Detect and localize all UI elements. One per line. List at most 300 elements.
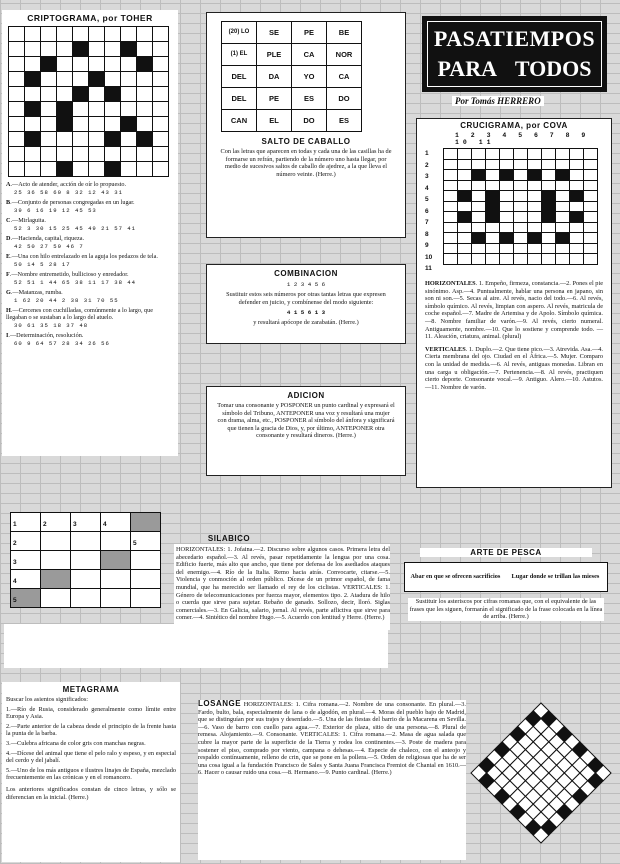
criptograma-cell[interactable]: [9, 162, 25, 177]
salto-cell[interactable]: YO: [292, 66, 327, 88]
silabico-cell[interactable]: [131, 551, 161, 570]
clue-sep: .—: [10, 199, 18, 206]
criptograma-cell[interactable]: [121, 162, 137, 177]
crucigrama-cell[interactable]: [584, 191, 598, 202]
salto-cell[interactable]: PE: [292, 22, 327, 44]
criptograma-cell[interactable]: [89, 117, 105, 132]
criptograma-cell[interactable]: [153, 147, 169, 162]
combinacion-text2: y resultará apócope de zarabatán. (Herre.): [253, 319, 359, 327]
crucigrama-cell[interactable]: [472, 180, 486, 191]
crucigrama-row-number: 9: [425, 242, 429, 249]
crucigrama-cell[interactable]: [458, 149, 472, 160]
silabico-cell[interactable]: [101, 513, 131, 532]
criptograma-cell[interactable]: [105, 42, 121, 57]
crucigrama-cell: [528, 170, 542, 181]
salto-cell[interactable]: CAN: [222, 110, 257, 132]
criptograma-cell: [73, 42, 89, 57]
crucigrama-cell[interactable]: [444, 149, 458, 160]
criptograma-cell[interactable]: [25, 117, 41, 132]
crucigrama-cell[interactable]: [458, 254, 472, 265]
salto-cell[interactable]: ES: [292, 88, 327, 110]
crucigrama-section: [416, 118, 612, 488]
criptograma-cell[interactable]: [41, 147, 57, 162]
criptograma-clue: [6, 235, 174, 242]
salto-cell[interactable]: DA: [257, 66, 292, 88]
criptograma-cell[interactable]: [89, 102, 105, 117]
silabico-cell-number: 2: [13, 540, 17, 547]
criptograma-clue: [6, 271, 174, 278]
crucigrama-cell[interactable]: [444, 243, 458, 254]
crucigrama-cell[interactable]: [542, 233, 556, 244]
silabico-cell[interactable]: [41, 551, 71, 570]
silabico-cell[interactable]: [11, 551, 41, 570]
criptograma-cell[interactable]: [57, 132, 73, 147]
criptograma-cell[interactable]: [25, 162, 41, 177]
crucigrama-cell[interactable]: [444, 159, 458, 170]
crucigrama-cell[interactable]: [542, 159, 556, 170]
criptograma-clue-letter: I: [6, 332, 9, 339]
silabico-cell[interactable]: [11, 513, 41, 532]
crucigrama-cell[interactable]: [500, 201, 514, 212]
crucigrama-cell[interactable]: [542, 170, 556, 181]
crucigrama-cell: [542, 191, 556, 202]
criptograma-cell[interactable]: [105, 72, 121, 87]
crucigrama-cell[interactable]: [542, 254, 556, 265]
silabico-cell[interactable]: [71, 570, 101, 589]
crucigrama-cell[interactable]: [528, 212, 542, 223]
crucigrama-cell[interactable]: [472, 243, 486, 254]
criptograma-cell[interactable]: [121, 27, 137, 42]
crucigrama-cell[interactable]: [528, 254, 542, 265]
crucigrama-cell[interactable]: [514, 222, 528, 233]
clue-sep: .—: [10, 235, 19, 242]
crucigrama-cell[interactable]: [500, 149, 514, 160]
criptograma-cell[interactable]: [105, 27, 121, 42]
crucigrama-cell[interactable]: [444, 201, 458, 212]
criptograma-cell[interactable]: [121, 87, 137, 102]
losange-diamond-grid: [468, 700, 614, 846]
criptograma-cell[interactable]: [57, 57, 73, 72]
criptograma-clue-numbers: 42 50 27 59 46 7: [14, 243, 84, 250]
crucigrama-cell[interactable]: [486, 180, 500, 191]
criptograma-cell: [89, 72, 105, 87]
crucigrama-cell[interactable]: [500, 159, 514, 170]
silabico-cell[interactable]: [131, 589, 161, 608]
criptograma-cell[interactable]: [153, 27, 169, 42]
silabico-cell[interactable]: [101, 532, 131, 551]
criptograma-cell: [105, 132, 121, 147]
criptograma-cell[interactable]: [41, 87, 57, 102]
crucigrama-cell[interactable]: [486, 149, 500, 160]
crucigrama-cell: [542, 201, 556, 212]
crucigrama-cell[interactable]: [584, 149, 598, 160]
silabico-cell[interactable]: [11, 532, 41, 551]
crucigrama-cell[interactable]: [514, 243, 528, 254]
combinacion-seq2: 4 1 5 6 1 3: [286, 309, 326, 317]
crucigrama-cell[interactable]: [542, 243, 556, 254]
criptograma-cell[interactable]: [57, 42, 73, 57]
criptograma-cell[interactable]: [153, 117, 169, 132]
criptograma-clue-text: Matanzas, rumba.: [18, 289, 63, 296]
criptograma-cell[interactable]: [41, 117, 57, 132]
silabico-cell[interactable]: [41, 589, 71, 608]
criptograma-cell[interactable]: [73, 57, 89, 72]
criptograma-cell[interactable]: [9, 117, 25, 132]
criptograma-cell[interactable]: [105, 57, 121, 72]
crucigrama-cell[interactable]: [556, 201, 570, 212]
crucigrama-cell[interactable]: [458, 233, 472, 244]
criptograma-cell[interactable]: [9, 132, 25, 147]
crucigrama-row-number: 3: [425, 173, 429, 180]
crucigrama-cell[interactable]: [556, 180, 570, 191]
salto-cell[interactable]: (1) EL: [222, 44, 257, 66]
crucigrama-cell[interactable]: [570, 233, 584, 244]
criptograma-cell[interactable]: [121, 132, 137, 147]
crucigrama-cell[interactable]: [486, 254, 500, 265]
criptograma-cell[interactable]: [57, 27, 73, 42]
crucigrama-cell[interactable]: [542, 149, 556, 160]
crucigrama-cell[interactable]: [556, 159, 570, 170]
criptograma-cell: [57, 117, 73, 132]
crucigrama-cell: [570, 191, 584, 202]
crucigrama-row-number: 5: [425, 196, 429, 203]
criptograma-cell[interactable]: [73, 117, 89, 132]
combinacion-text: Sustituir estos seis números por otras tantas letras que expresen defender en juicio, y combínense del modo siguiente:: [226, 291, 386, 306]
criptograma-cell[interactable]: [73, 102, 89, 117]
crucigrama-cell[interactable]: [542, 180, 556, 191]
crucigrama-cell[interactable]: [556, 191, 570, 202]
crucigrama-cell[interactable]: [500, 243, 514, 254]
crucigrama-cell: [486, 201, 500, 212]
silabico-cell[interactable]: [131, 570, 161, 589]
crucigrama-cell[interactable]: [556, 222, 570, 233]
crucigrama-cell[interactable]: [514, 159, 528, 170]
crucigrama-cell[interactable]: [570, 170, 584, 181]
crucigrama-cell[interactable]: [570, 180, 584, 191]
silabico-cell[interactable]: [71, 513, 101, 532]
criptograma-cell[interactable]: [105, 147, 121, 162]
crucigrama-cell[interactable]: [458, 180, 472, 191]
salto-cell[interactable]: DEL: [222, 88, 257, 110]
crucigrama-cell[interactable]: [528, 243, 542, 254]
arte-pesca-formula-right: Lugar donde se trillan las mieses: [511, 573, 600, 581]
crucigrama-cell[interactable]: [444, 212, 458, 223]
criptograma-cell[interactable]: [41, 102, 57, 117]
crucigrama-cell[interactable]: [570, 201, 584, 212]
criptograma-cell[interactable]: [153, 87, 169, 102]
crucigrama-cell[interactable]: [472, 254, 486, 265]
salto-cell[interactable]: ES: [327, 110, 362, 132]
criptograma-cell[interactable]: [105, 102, 121, 117]
salto-cell[interactable]: (20) LO: [222, 22, 257, 44]
crucigrama-cell[interactable]: [472, 159, 486, 170]
crucigrama-cell[interactable]: [514, 201, 528, 212]
metagrama-section: [2, 682, 180, 862]
crucigrama-horizontales: HORIZONTALES. 1. Empeño, firmeza, constancia.—2. Pones el pie sinónimo. Asp.—4. Puntualmente, hablar una persona en japano, sin son ni son.—5. Secas al aire. Al revés, nacio del todo.—6. Al revés, símbolo químico. Al revés, limpian con aspero. Al revés, matricula de coche español.—7. Madre de Artemisa y de Apolo. Símbolo química.—8. Nombre familiar de varón.—9. Al revés, cierto numeral. Antiguamente, nombre.—10. Que lo sostiene y comprende todo. —11. Aleación, criatura, animal. (plural): [425, 280, 603, 341]
crucigrama-cell[interactable]: [514, 254, 528, 265]
silabico-cell[interactable]: [71, 532, 101, 551]
criptograma-cell[interactable]: [153, 102, 169, 117]
crucigrama-cell[interactable]: [444, 222, 458, 233]
crucigrama-cell[interactable]: [528, 180, 542, 191]
crucigrama-cell[interactable]: [584, 201, 598, 212]
criptograma-clue-numbers: 30 61 35 18 37 48: [14, 322, 89, 329]
criptograma-cell[interactable]: [137, 102, 153, 117]
crucigrama-cell[interactable]: [500, 212, 514, 223]
salto-cell[interactable]: NOR: [327, 44, 362, 66]
silabico-title: SILABICO: [207, 534, 251, 543]
criptograma-cell[interactable]: [137, 42, 153, 57]
criptograma-cell[interactable]: [121, 147, 137, 162]
crucigrama-cell[interactable]: [570, 159, 584, 170]
crucigrama-cell[interactable]: [486, 243, 500, 254]
criptograma-cell: [121, 42, 137, 57]
crucigrama-cell[interactable]: [444, 180, 458, 191]
silabico-cell[interactable]: [101, 570, 131, 589]
salto-cell[interactable]: DEL: [222, 66, 257, 88]
criptograma-clue-text: Acto de atender, acción de oír lo propuesto.: [18, 181, 127, 188]
criptograma-cell[interactable]: [153, 162, 169, 177]
criptograma-cell: [25, 102, 41, 117]
criptograma-clue-text: Cercenes con cuchilladas, comúnmente a lo largo, que llegaban o se sustaban a lo largo del atuelo.: [6, 307, 153, 321]
crucigrama-cell[interactable]: [472, 212, 486, 223]
criptograma-cell[interactable]: [137, 162, 153, 177]
salto-cell[interactable]: BE: [327, 22, 362, 44]
crucigrama-cell[interactable]: [458, 159, 472, 170]
crucigrama-cell[interactable]: [500, 180, 514, 191]
crucigrama-cell[interactable]: [486, 170, 500, 181]
crucigrama-cell: [542, 212, 556, 223]
crucigrama-cell[interactable]: [584, 254, 598, 265]
crucigrama-cell[interactable]: [444, 254, 458, 265]
crucigrama-cell[interactable]: [500, 254, 514, 265]
crucigrama-cell[interactable]: [528, 149, 542, 160]
combinacion-seq1: 1 2 3 4 5 6: [286, 281, 326, 288]
losange-text: [198, 700, 466, 860]
criptograma-cell[interactable]: [57, 72, 73, 87]
crucigrama-cell[interactable]: [486, 233, 500, 244]
criptograma-cell: [57, 162, 73, 177]
crucigrama-cell[interactable]: [528, 191, 542, 202]
crucigrama-cell[interactable]: [472, 149, 486, 160]
criptograma-cell[interactable]: [89, 87, 105, 102]
header-title-line1: PASATIEMPOS: [433, 26, 596, 51]
crucigrama-verticales-text: 1. Duplo.—2. Que tiene pico.—3. Atrevida. Asa.—4. Cierta membrana del ojo. Ciudad en el África.—5. Mujer. Comparo con la unidad de medida.—6. Al revés, antiguas monedas. Libran en una carga u obligación.—7. Pertenencia.—8. Al revés, practiquen cierto deporte. Consonante vocal.—9. Antiguo. Alero.—10. Astutos.—11. Nombre de varón.: [425, 345, 603, 391]
criptograma-cell[interactable]: [41, 72, 57, 87]
crucigrama-cell[interactable]: [528, 222, 542, 233]
crucigrama-col-numbers: 1 2 3 4 5 6 7 8 9 10 11: [455, 132, 590, 146]
crucigrama-cell[interactable]: [556, 254, 570, 265]
salto-cell[interactable]: EL: [257, 110, 292, 132]
metagrama-clue: 1.—Río de Rusia, considerado generalmente como límite entre Europa y Asia.: [6, 705, 176, 721]
crucigrama-cell[interactable]: [500, 191, 514, 202]
crucigrama-cell[interactable]: [584, 180, 598, 191]
crucigrama-cell[interactable]: [570, 243, 584, 254]
crucigrama-cell[interactable]: [542, 222, 556, 233]
arte-pesca-section: [400, 546, 612, 654]
clue-sep: .—: [10, 289, 19, 296]
salto-cell[interactable]: DO: [327, 88, 362, 110]
criptograma-cell[interactable]: [89, 132, 105, 147]
crucigrama-cell[interactable]: [584, 212, 598, 223]
salto-caballo-grid: [221, 21, 362, 132]
clue-sep: .—: [10, 181, 19, 188]
criptograma-clue: [6, 307, 174, 321]
silabico-cell[interactable]: [71, 551, 101, 570]
salto-cell[interactable]: PLE: [257, 44, 292, 66]
criptograma-cell[interactable]: [89, 42, 105, 57]
criptograma-clue: [6, 289, 174, 296]
salto-cell[interactable]: DO: [292, 110, 327, 132]
crucigrama-cell[interactable]: [570, 222, 584, 233]
criptograma-cell[interactable]: [25, 27, 41, 42]
criptograma-cell[interactable]: [137, 27, 153, 42]
crucigrama-cell[interactable]: [514, 180, 528, 191]
criptograma-cell[interactable]: [137, 87, 153, 102]
crucigrama-cell[interactable]: [528, 159, 542, 170]
criptograma-cell[interactable]: [25, 42, 41, 57]
criptograma-clue: [6, 199, 174, 206]
combinacion-title: COMBINACION: [274, 269, 338, 278]
crucigrama-cell[interactable]: [444, 191, 458, 202]
crucigrama-cell[interactable]: [444, 170, 458, 181]
criptograma-cell[interactable]: [137, 117, 153, 132]
crucigrama-cell: [500, 233, 514, 244]
criptograma-cell[interactable]: [153, 132, 169, 147]
salto-cell[interactable]: SE: [257, 22, 292, 44]
criptograma-cell[interactable]: [41, 162, 57, 177]
silabico-cell[interactable]: [41, 513, 71, 532]
criptograma-cell[interactable]: [105, 117, 121, 132]
silabico-cell[interactable]: [11, 570, 41, 589]
crucigrama-grid: [443, 148, 598, 265]
criptograma-cell[interactable]: [9, 42, 25, 57]
crucigrama-cell[interactable]: [584, 170, 598, 181]
crucigrama-cell[interactable]: [458, 222, 472, 233]
criptograma-clue-letter: A: [6, 181, 11, 188]
criptograma-cell: [25, 72, 41, 87]
crucigrama-cell[interactable]: [486, 159, 500, 170]
metagrama-clue: 5.—Uno de los más antiguos e ilustres linajes de España, mezclado frecuentemente en las crónicas y en el romancero.: [6, 766, 176, 782]
crucigrama-cell[interactable]: [486, 222, 500, 233]
criptograma-cell[interactable]: [73, 147, 89, 162]
criptograma-cell[interactable]: [89, 162, 105, 177]
criptograma-cell[interactable]: [73, 72, 89, 87]
criptograma-cell[interactable]: [57, 87, 73, 102]
salto-cell[interactable]: CA: [327, 66, 362, 88]
criptograma-cell[interactable]: [153, 72, 169, 87]
crucigrama-cell[interactable]: [458, 243, 472, 254]
silabico-cell-number: 2: [43, 521, 47, 528]
criptograma-cell[interactable]: [153, 57, 169, 72]
criptograma-cell: [137, 132, 153, 147]
criptograma-cell[interactable]: [121, 72, 137, 87]
criptograma-cell[interactable]: [137, 72, 153, 87]
crucigrama-cell[interactable]: [458, 170, 472, 181]
criptograma-cell[interactable]: [137, 147, 153, 162]
criptograma-cell: [105, 87, 121, 102]
crucigrama-cell[interactable]: [570, 254, 584, 265]
criptograma-cell[interactable]: [9, 72, 25, 87]
crucigrama-cell[interactable]: [472, 222, 486, 233]
crucigrama-cell[interactable]: [570, 149, 584, 160]
criptograma-cell[interactable]: [25, 147, 41, 162]
criptograma-clue-text: Mirlaguita.: [18, 217, 46, 224]
silabico-cell[interactable]: [101, 589, 131, 608]
crucigrama-cell[interactable]: [556, 149, 570, 160]
crucigrama-cell[interactable]: [472, 201, 486, 212]
crucigrama-cell[interactable]: [458, 201, 472, 212]
criptograma-cell[interactable]: [41, 132, 57, 147]
criptograma-cell[interactable]: [57, 147, 73, 162]
crucigrama-cell[interactable]: [514, 149, 528, 160]
salto-cell[interactable]: PE: [257, 88, 292, 110]
criptograma-cell[interactable]: [9, 147, 25, 162]
criptograma-cell[interactable]: [9, 87, 25, 102]
criptograma-cell[interactable]: [41, 27, 57, 42]
criptograma-cell[interactable]: [73, 132, 89, 147]
crucigrama-cell[interactable]: [584, 222, 598, 233]
silabico-cell[interactable]: [71, 589, 101, 608]
crucigrama-cell: [556, 170, 570, 181]
criptograma-cell[interactable]: [9, 57, 25, 72]
criptograma-clue: [6, 181, 174, 188]
crucigrama-verticales-label: VERTICALES: [425, 345, 466, 353]
crucigrama-cell[interactable]: [514, 191, 528, 202]
crucigrama-cell[interactable]: [500, 222, 514, 233]
criptograma-cell[interactable]: [41, 42, 57, 57]
crucigrama-cell[interactable]: [584, 233, 598, 244]
criptograma-cell[interactable]: [73, 27, 89, 42]
crucigrama-row-number: 1: [425, 150, 429, 157]
crucigrama-cell[interactable]: [556, 243, 570, 254]
crucigrama-cell[interactable]: [556, 212, 570, 223]
crucigrama-verticales: VERTICALES. 1. Duplo.—2. Que tiene pico.—3. Atrevida. Asa.—4. Cierta membrana del ojo. Ciudad en el África.—5. Mujer. Comparo con la unidad de medida.—6. Al revés, antiguas monedas. Libran en una carga u obligación.—7. Pertenencia.—8. Al revés, practiquen cierto deporte. Consonante vocal.—9. Antiguo. Alero.—10. Astutos.—11. Nombre de varón.: [425, 345, 603, 391]
metagrama-outro: Los anteriores significados constan de cinco letras, y sólo se diferencian en la inicial. (Herre.): [6, 785, 176, 801]
crucigrama-cell[interactable]: [528, 201, 542, 212]
criptograma-cell[interactable]: [9, 27, 25, 42]
silabico-cell-number: 5: [133, 540, 137, 547]
silabico-cell-number: 5: [13, 597, 17, 604]
criptograma-cell[interactable]: [89, 57, 105, 72]
salto-cell[interactable]: CA: [292, 44, 327, 66]
criptograma-cell[interactable]: [89, 147, 105, 162]
crucigrama-cell[interactable]: [584, 243, 598, 254]
crucigrama-cell[interactable]: [514, 170, 528, 181]
criptograma-clue-numbers: 25 36 58 60 8 32 12 43 31: [14, 189, 123, 196]
criptograma-cell[interactable]: [73, 162, 89, 177]
crucigrama-cell[interactable]: [514, 212, 528, 223]
criptograma-cell[interactable]: [89, 27, 105, 42]
crucigrama-cell[interactable]: [514, 233, 528, 244]
criptograma-cell[interactable]: [25, 57, 41, 72]
crucigrama-cell[interactable]: [472, 191, 486, 202]
criptograma-cell[interactable]: [153, 42, 169, 57]
crucigrama-cell[interactable]: [444, 233, 458, 244]
criptograma-cell[interactable]: [9, 102, 25, 117]
criptograma-cell[interactable]: [121, 57, 137, 72]
criptograma-cell[interactable]: [25, 87, 41, 102]
crucigrama-cell: [458, 191, 472, 202]
criptograma-cell: [41, 57, 57, 72]
silabico-cell[interactable]: [131, 532, 161, 551]
crucigrama-cell[interactable]: [584, 159, 598, 170]
criptograma-section: [2, 10, 178, 456]
losange-title: LOSANGE: [198, 700, 242, 708]
criptograma-cell[interactable]: [121, 102, 137, 117]
silabico-cell[interactable]: [41, 532, 71, 551]
silabico-cell-number: 3: [13, 559, 17, 566]
